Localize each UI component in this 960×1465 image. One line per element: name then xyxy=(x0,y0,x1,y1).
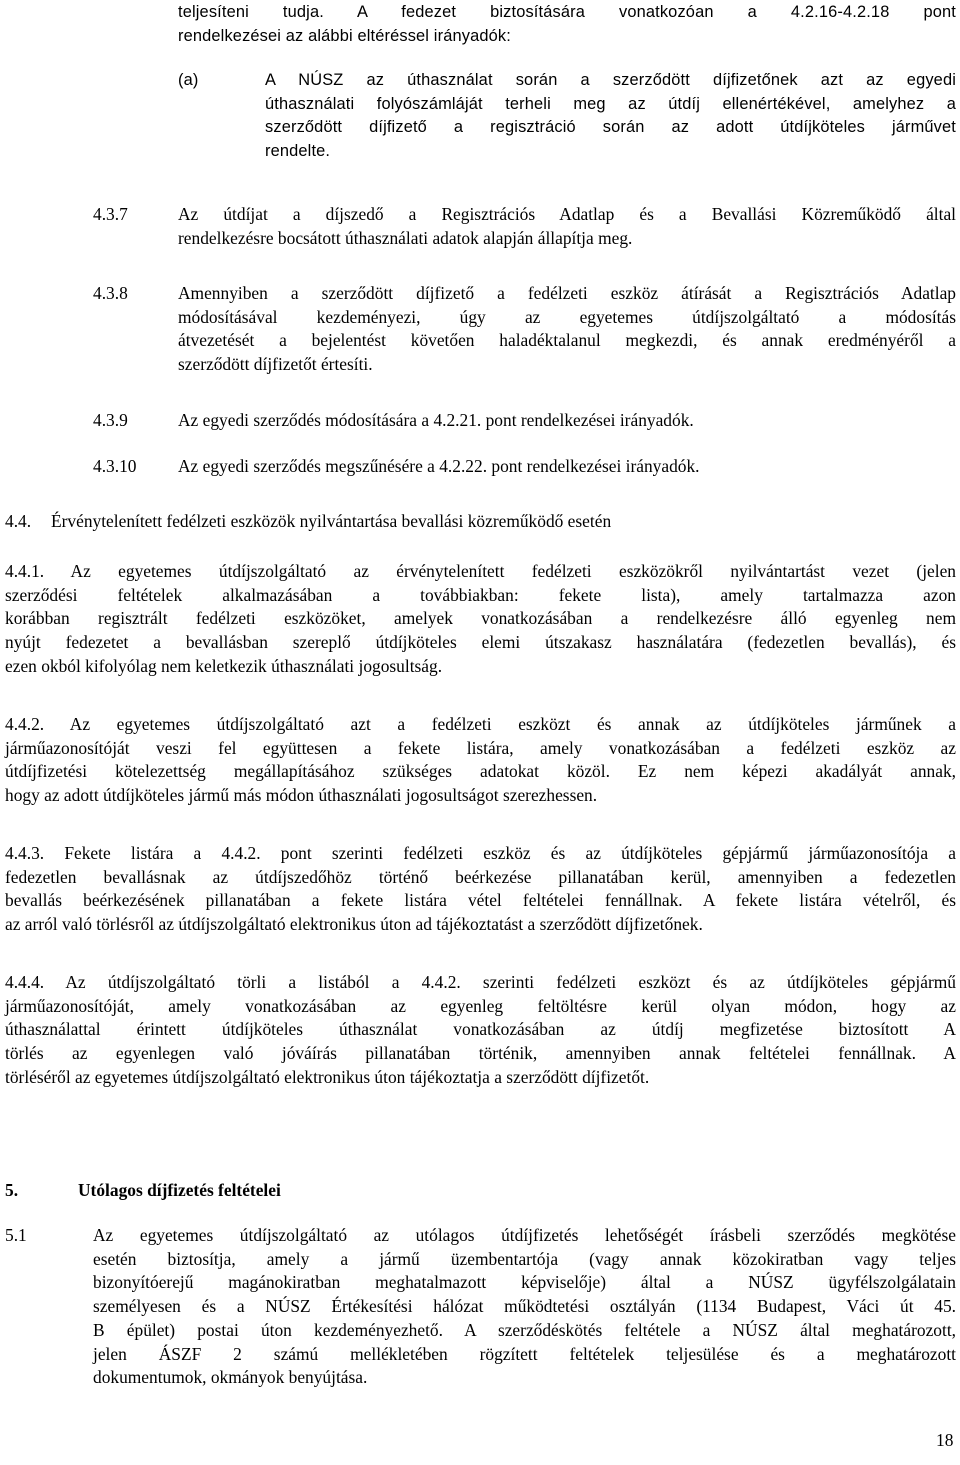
section-4-4-4-paragraph: 4.4.4. Az útdíjszolgáltató törli a listából a 4.4.2. szerinti fedélzeti eszközt és az útdíjköteles gépjármű járműazonosítóját, amely vonatkozásában az egyenleg feltöltésre kerül olyan módon, hogy az úthasználattal érintett útdíjköteles úthasználat vonatkozásában az útdíj megfizetése biztosított A törlés az egyenlegen való jóváírás pillanatában történik, amennyiben annak feltételei fennállnak. A törléséről az egyetemes útdíjszolgáltató elektronikus úton tájékoztatja a szerződött díjfizetőt. xyxy=(5,972,956,1087)
item-a-text: A NÚSZ az úthasználat során a szerződött díjfizetőnek azt az egyedi úthasználati folyószámláját terheli meg az útdíj ellenértékével, amelyhez a szerződött díjfizető a regisztráció során az adott útdíjköteles járművet rendelte. xyxy=(265,71,956,161)
section-number-5-1: 5.1 xyxy=(5,1225,27,1245)
section-4-3-9-text: Az egyedi szerződés módosítására a 4.2.21. pont rendelkezései irányadók. xyxy=(178,410,694,430)
item-a-label: (a) xyxy=(178,71,199,89)
section-4-4-title: Érvénytelenített fedélzeti eszközök nyilvántartása bevallási közreműködő esetén xyxy=(51,511,612,531)
section-5-title: Utólagos díjfizetés feltételei xyxy=(78,1180,281,1200)
section-4-3-10-text: Az egyedi szerződés megszűnésére a 4.2.22. pont rendelkezései irányadók. xyxy=(178,456,700,476)
page-number: 18 xyxy=(936,1430,954,1450)
section-4-4-3-paragraph: 4.4.3. Fekete listára a 4.4.2. pont szerinti fedélzeti eszköz és az útdíjköteles gépjármű járműazonosítója a fedezetlen bevallásnak az útdíjszedőhöz történő beérkezése pillanatában kerül, amennyiben a fedezetlen bevallás beérkezésének pillanatában a fekete listára vétel feltételei fennállnak. A fekete listára vételről, és az arról való törlésről az útdíjszolgáltató elektronikus úton ad tájékoztatást a szerződött díjfizetőnek. xyxy=(5,843,956,935)
section-4-3-8-text: Amennyiben a szerződött díjfizető a fedélzeti eszköz átírását a Regisztrációs Adatlap módosításával kezdeményezi, úgy az egyetemes útdíjszolgáltató a módosítás átvezetését a bejelentést követően haladéktalanul megkezdi, és annak eredményéről a szerződött díjfizetőt értesíti. xyxy=(178,283,956,375)
section-number-4-3-10: 4.3.10 xyxy=(93,456,137,476)
intro-line: teljesíteni tudja. A fedezet biztosítására vonatkozóan a 4.2.16-4.2.18 pont xyxy=(178,3,956,21)
section-number-5: 5. xyxy=(5,1180,19,1200)
section-number-4-3-8: 4.3.8 xyxy=(93,283,128,303)
section-4-4-1-paragraph: 4.4.1. Az egyetemes útdíjszolgáltató az érvénytelenített fedélzeti eszközökről nyilvántartást vezet (jelen szerződési feltételek alkalmazásában a továbbiakban: fekete lista), amely tartalmazza azon korábban regisztrált fedélzeti eszközöket, amelyek vonatkozásában a rendelkezésre álló egyenleg nem nyújt fedezetet a bevallásban szereplő útdíjköteles elemi útszakasz használatára (fedezetlen bevallás), és ezen okból kifolyólag nem keletkezik úthasználati jogosultság. xyxy=(5,561,956,676)
section-5-1-text: Az egyetemes útdíjszolgáltató az utólagos útdíjfizetés lehetőségét írásbeli szerződés megkötése esetén biztosítja, amely a jármű üzembentartója (vagy annak közokiratban vagy teljes bizonyítóerejű magánokiratban meghatalmazott képviselője) által a NÚSZ ügyfélszolgálatain személyesen és a NÚSZ Értékesítési hálózat működtetési osztályán (1134 Budapest, Váci út 45. B épület) postai úton kezdeményezhető. A szerződéskötés feltétele a NÚSZ által meghatározott, jelen ÁSZF 2 számú mellékletében rögzített feltételek teljesülése és a meghatározott dokumentumok, okmányok benyújtása. xyxy=(93,1225,956,1388)
intro-paragraph xyxy=(178,1,956,48)
section-number-4-3-7: 4.3.7 xyxy=(93,204,128,224)
section-number-4-4: 4.4. xyxy=(5,511,32,531)
section-4-4-2-paragraph: 4.4.2. Az egyetemes útdíjszolgáltató azt a fedélzeti eszközt és annak az útdíjköteles járműnek a járműazonosítóját veszi fel együttesen a fekete listára, amely vonatkozásában a fedélzeti eszköz az útdíjfizetési kötelezettség megállapításához szükséges adatokat közöl. Ez nem képezi akadályát annak, hogy az adott útdíjköteles jármű más módon úthasználati jogosultságot szerezhessen. xyxy=(5,714,956,806)
section-number-4-3-9: 4.3.9 xyxy=(93,410,128,430)
intro-line: rendelkezései az alábbi eltéréssel irányadók: xyxy=(178,26,511,45)
section-4-3-7-text: Az útdíjat a díjszedő a Regisztrációs Adatlap és a Bevallási Közreműködő által rendelkezésre bocsátott úthasználati adatok alapján állapítja meg. xyxy=(178,204,956,248)
